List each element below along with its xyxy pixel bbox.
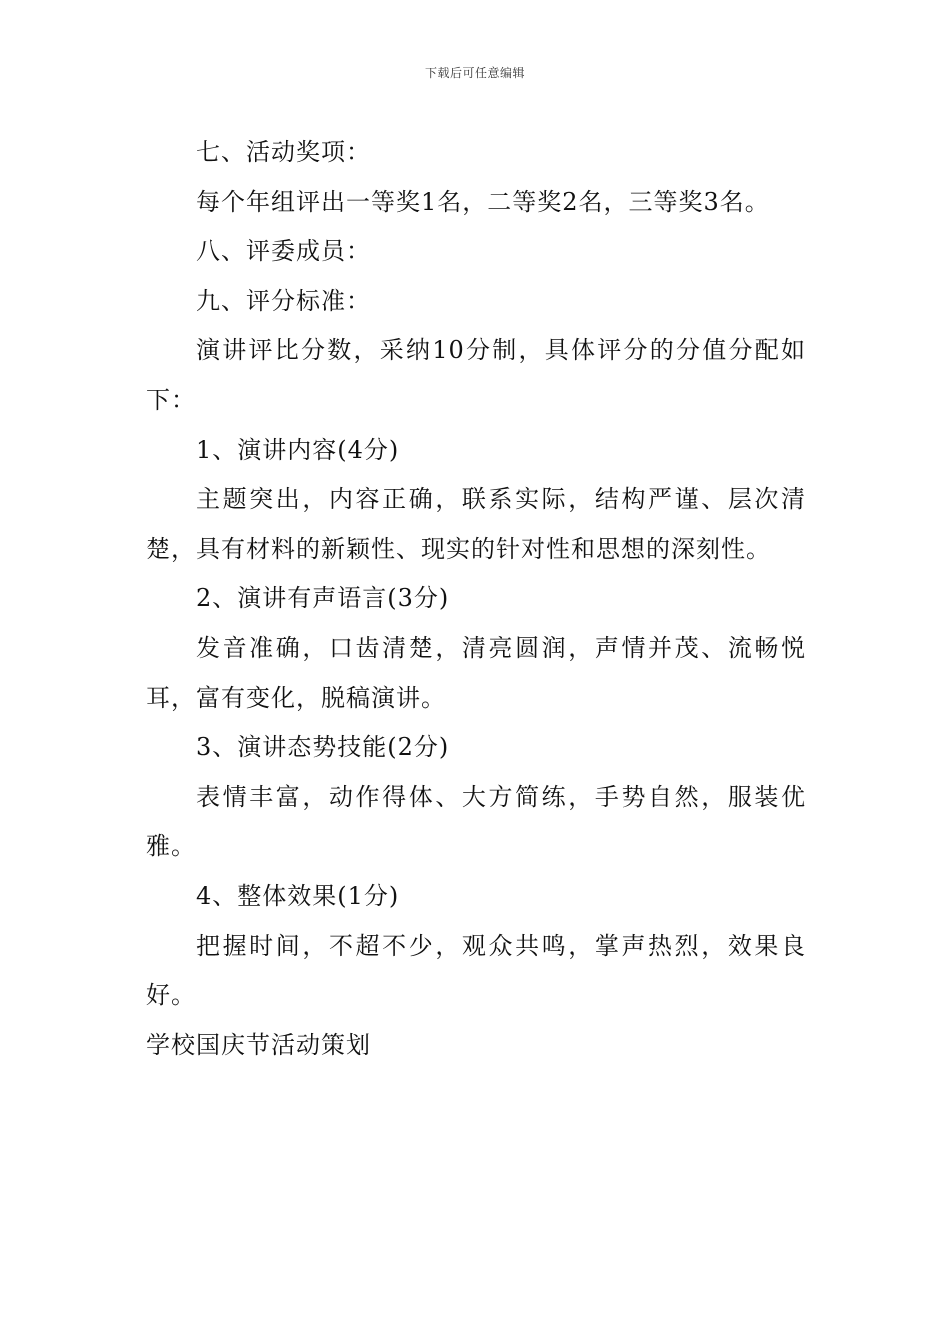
section-heading-awards: 七、活动奖项： bbox=[196, 138, 371, 166]
page-header: 下载后可任意编辑 bbox=[424, 66, 525, 80]
criterion-heading-overall: 4、整体效果(1分) bbox=[196, 881, 400, 910]
paragraph-scoring: 演讲评比分数，采纳10分制，具体评分的分值分配如下： bbox=[146, 336, 806, 414]
criterion-heading-voice: 2、演讲有声语言(3分) bbox=[196, 584, 450, 613]
criterion-heading-content: 1、演讲内容(4分) bbox=[196, 435, 400, 464]
document-title-footer: 学校国庆节活动策划 bbox=[146, 1030, 371, 1059]
paragraph-awards: 每个年组评出一等奖1名，二等奖2名，三等奖3名。 bbox=[196, 187, 770, 216]
document-body bbox=[146, 128, 806, 1070]
criterion-text-overall: 把握时间，不超不少，观众共鸣，掌声热烈，效果良好。 bbox=[146, 931, 806, 1010]
criterion-heading-posture: 3、演讲态势技能(2分) bbox=[196, 733, 450, 762]
section-heading-judges: 八、评委成员： bbox=[196, 237, 371, 266]
section-heading-criteria: 九、评分标准： bbox=[196, 286, 371, 315]
criterion-text-voice: 发音准确，口齿清楚，清亮圆润，声情并茂、流畅悦耳，富有变化，脱稿演讲。 bbox=[146, 633, 806, 712]
criterion-text-content: 主题突出，内容正确，联系实际，结构严谨、层次清楚，具有材料的新颖性、现实的针对性和思想的深刻性。 bbox=[146, 485, 806, 563]
criterion-text-posture: 表情丰富，动作得体、大方简练，手势自然，服装优雅。 bbox=[146, 782, 806, 861]
